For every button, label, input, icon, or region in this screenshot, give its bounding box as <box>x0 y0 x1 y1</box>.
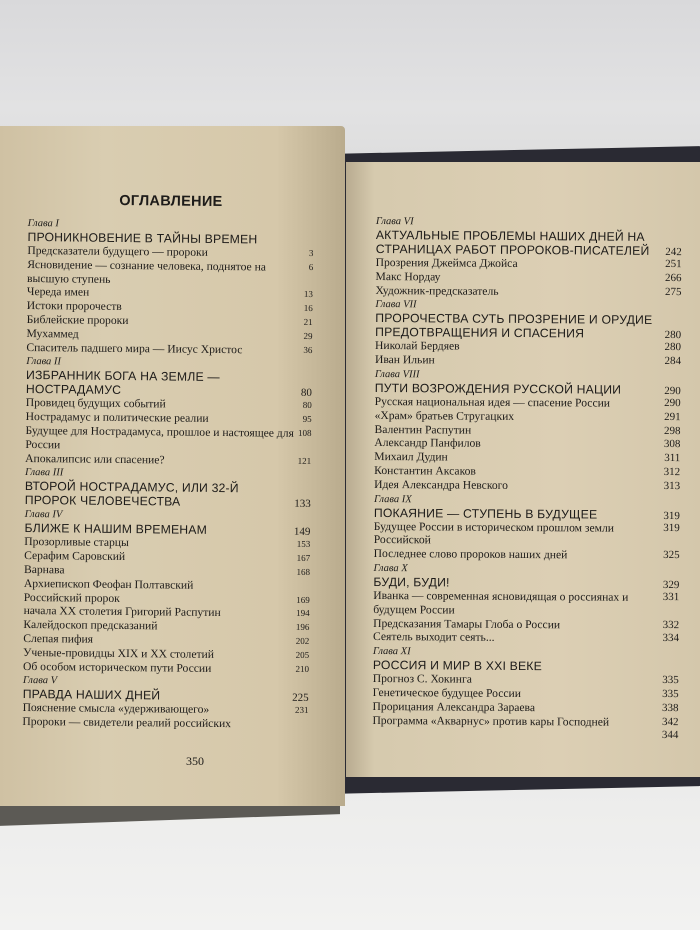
toc-entry-text: Пророки — свидетели реалий российских <box>22 715 232 731</box>
chapter-block <box>372 646 679 743</box>
chapter-title: РОССИЯ И МИР В XXI ВЕКЕ <box>372 658 543 674</box>
right-page <box>346 162 700 777</box>
toc-entry-page: 95 <box>302 414 312 425</box>
toc-entry-text: Мухаммед <box>26 326 79 341</box>
chapter-label: Глава IX <box>373 493 412 505</box>
toc-entry-text: Иван Ильин <box>374 353 435 367</box>
toc-entry-text: Идея Александра Невского <box>374 477 509 492</box>
chapter-page-number: 329 <box>662 578 680 592</box>
toc-entry-text: Истоки пророчеств <box>26 299 122 314</box>
chapter-block <box>26 218 313 357</box>
chapter-page-number: 290 <box>664 385 681 398</box>
toc-entry-page: 196 <box>295 621 310 633</box>
toc-entry-text: Прозорливые старцы <box>24 535 129 550</box>
toc-entry-page: 251 <box>665 258 682 271</box>
toc-entry-text: Русская национальная идея — спасение России <box>374 394 611 410</box>
toc-entry-page: 121 <box>297 455 312 466</box>
toc-entry-text: Валентин Распутин <box>374 422 472 437</box>
toc-entry-page: 311 <box>664 452 681 465</box>
toc-entry-text: Будущее для Нострадамуса, прошлое и настоящее для России <box>25 423 294 452</box>
toc-entry-page: 210 <box>295 663 310 674</box>
toc-entry-text: Спаситель падшего мира — Иисус Христос <box>26 340 243 356</box>
toc-entry-text: Художник-предсказатель <box>375 283 499 298</box>
chapter-title: ПРАВДА НАШИХ ДНЕЙ <box>22 687 161 703</box>
toc-entry-text: Прозрения Джеймса Джойса <box>375 255 518 270</box>
chapter-title: ПРОРОЧЕСТВА СУТЬ ПРОЗРЕНИЕ И ОРУДИЕ ПРЕДОТВРАЩЕНИЯ И СПАСЕНИЯ <box>375 311 653 341</box>
toc-entry-page: 313 <box>663 479 681 492</box>
toc-entry-text: Провидец будущих событий <box>25 396 166 411</box>
toc-entry-page: 280 <box>664 341 682 354</box>
toc-entry-page: 308 <box>663 438 681 451</box>
toc-entry-page: 290 <box>664 397 681 410</box>
chapter-block <box>375 299 681 369</box>
toc-entry-text: Об особом историческом пути России <box>22 659 212 675</box>
chapter-label: Глава II <box>26 356 62 368</box>
toc-entry[interactable] <box>375 353 681 369</box>
toc-entry[interactable] <box>374 547 680 563</box>
toc-entry-text: Прогноз С. Хокинга <box>372 672 472 686</box>
chapter-title-row[interactable] <box>25 479 311 510</box>
toc-entry-page: 80 <box>302 400 312 411</box>
chapter-label: Глава V <box>22 675 58 687</box>
toc-entry[interactable] <box>374 520 680 550</box>
toc-entry-page: 342 <box>661 715 679 728</box>
toc-entry-page: 21 <box>303 316 313 327</box>
toc-entry-page: 6 <box>308 261 314 272</box>
toc-entry-page: 205 <box>295 649 310 660</box>
toc-entry-page: 153 <box>296 539 311 550</box>
chapter-block <box>374 369 681 494</box>
toc-entry-text: Пояснение смысла «удерживающего» <box>22 701 210 717</box>
toc-entry-text: Последнее слово пророков наших дней <box>373 547 568 562</box>
toc-entry-text: Слепая пифия <box>23 631 94 646</box>
chapter-page-number: 319 <box>663 509 680 522</box>
toc-entry-page: 202 <box>295 635 310 646</box>
toc-entry[interactable] <box>23 660 309 677</box>
chapter-title: БУДИ, БУДИ! <box>373 574 450 590</box>
toc-entry-page: 266 <box>665 271 682 284</box>
toc-entry-text: Серафим Саровский <box>24 549 126 564</box>
toc-entry-text: Архиепископ Феофан Полтавский <box>23 576 194 592</box>
right-chapter-list <box>372 216 682 743</box>
left-page <box>0 126 345 806</box>
toc-entry-text: Варнава <box>23 562 65 577</box>
toc-entry-text: Апокалипсис или спасение? <box>25 451 165 467</box>
toc-entry-text: Российский пророк <box>23 590 120 605</box>
toc-entry-page: 36 <box>303 344 313 355</box>
chapter-label: Глава III <box>25 467 64 479</box>
chapter-page-number: 225 <box>292 692 309 705</box>
chapter-block <box>23 509 311 676</box>
chapter-title: ПОКАЯНИЕ — СТУПЕНЬ В БУДУЩЕЕ <box>373 505 598 522</box>
toc-entry-page: 298 <box>663 424 681 437</box>
toc-entry-page: 168 <box>296 566 311 577</box>
toc-entry-page: 29 <box>303 330 313 341</box>
chapter-title-row[interactable] <box>26 368 312 399</box>
chapter-block <box>373 563 680 646</box>
toc-heading: ОГЛАВЛЕНИЕ <box>119 192 223 211</box>
toc-entry-page: 338 <box>662 701 679 714</box>
chapter-label: Глава XI <box>372 646 411 658</box>
toc-entry-page: 3 <box>308 247 314 258</box>
toc-entry-page: 319 <box>663 521 680 534</box>
chapter-title: АКТУАЛЬНЫЕ ПРОБЛЕМЫ НАШИХ ДНЕЙ НА СТРАНИЦАХ РАБОТ ПРОРОКОВ-ПИСАТЕЛЕЙ <box>375 227 650 258</box>
toc-entry-page: 335 <box>662 674 679 687</box>
toc-entry-text: «Храм» братьев Стругацких <box>374 408 515 423</box>
toc-entry-page: 344 <box>661 729 679 742</box>
toc-entry-text: Прорицания Александра Зараева <box>372 699 536 714</box>
toc-entry[interactable] <box>374 478 680 494</box>
toc-entry-page: 291 <box>664 410 681 423</box>
toc-entry-text: Ученые-провидцы XIX и XX столетий <box>23 645 215 661</box>
chapter-title: ИЗБРАННИК БОГА НА ЗЕМЛЕ — НОСТРАДАМУС <box>25 368 220 398</box>
chapter-title-row[interactable] <box>376 228 682 258</box>
toc-entry-page: 335 <box>662 687 679 701</box>
toc-entry-page: 13 <box>303 289 313 300</box>
page-number: 350 <box>186 754 204 768</box>
toc-entry-text: Макс Нордау <box>375 269 441 284</box>
chapter-label: Глава VII <box>375 299 417 311</box>
toc-entry-text: Предсказатели будущего — пророки <box>27 243 208 259</box>
chapter-block <box>22 675 309 732</box>
left-page-toc <box>22 192 314 732</box>
toc-entry-text: Николай Бердяев <box>375 339 460 353</box>
toc-entry-page: 325 <box>663 549 680 562</box>
toc-entry-page: 194 <box>296 608 310 619</box>
toc-entry-page: 331 <box>662 590 680 604</box>
toc-entry-text <box>372 727 658 743</box>
toc-entry-text: Будущее России в историческом прошлом земли Российской <box>373 519 615 547</box>
chapter-label: Глава IV <box>24 509 63 521</box>
chapter-page-number: 242 <box>665 246 682 259</box>
toc-entry-page: 275 <box>664 285 682 298</box>
chapter-block <box>25 467 311 510</box>
chapter-label: Глава X <box>373 562 408 575</box>
toc-entry[interactable] <box>373 589 679 619</box>
toc-entry-page: 334 <box>662 632 680 645</box>
chapter-title: ПРОНИКНОВЕНИЕ В ТАЙНЫ ВРЕМЕН <box>27 229 258 247</box>
right-page-toc <box>372 214 682 743</box>
toc-entry-text: Сеятель выходит сеять... <box>373 630 495 645</box>
chapter-page-number: 133 <box>294 498 311 511</box>
toc-entry-text: Константин Аксаков <box>374 463 476 478</box>
toc-entry-page: 332 <box>662 618 680 631</box>
toc-entry-text: Ясновидение — сознание человека, поднятое на высшую ступень <box>27 257 267 286</box>
left-chapter-list <box>22 218 313 732</box>
chapter-page-number: 280 <box>664 329 682 342</box>
toc-entry[interactable] <box>25 424 311 455</box>
toc-entry-page: 231 <box>295 705 309 716</box>
toc-entry-text: Череда имен <box>26 285 90 300</box>
toc-entry-text: Программа «Акварнус» против кары Господней <box>372 713 610 729</box>
toc-entry-page: 108 <box>297 427 312 438</box>
chapter-title-row[interactable] <box>375 311 681 341</box>
toc-entry-text: Генетическое будущее России <box>372 685 522 700</box>
toc-entry-text: Михаил Дудин <box>374 450 448 464</box>
chapter-page-number: 80 <box>300 387 312 400</box>
toc-entry-text: Иванка — современная ясновидящая о россиянах и будущем России <box>373 588 629 617</box>
toc-entry[interactable] <box>373 630 679 646</box>
chapter-title: ПУТИ ВОЗРОЖДЕНИЯ РУССКОЙ НАЦИИ <box>374 380 622 397</box>
toc-entry-page: 167 <box>296 552 311 564</box>
chapter-page-number: 149 <box>293 526 311 539</box>
chapter-block <box>25 356 312 468</box>
toc-entry[interactable] <box>372 727 678 743</box>
chapter-block <box>374 494 680 564</box>
toc-entry[interactable] <box>22 715 308 732</box>
toc-entry[interactable] <box>375 284 681 300</box>
chapter-block <box>375 216 682 300</box>
toc-entry-text: Александр Панфилов <box>374 436 481 451</box>
chapter-label: Глава I <box>27 217 59 230</box>
toc-entry-text: начала XX столетия Григорий Распутин <box>23 604 221 620</box>
toc-entry-text: Библейские пророки <box>26 312 129 328</box>
chapter-title: ВТОРОЙ НОСТРАДАМУС, ИЛИ 32-Й ПРОРОК ЧЕЛОВЕЧЕСТВА <box>24 479 239 509</box>
toc-entry-page: 284 <box>664 355 682 368</box>
toc-entry-text: Нострадамус и политические реалии <box>25 410 209 426</box>
chapter-title: БЛИЖЕ К НАШИМ ВРЕМЕНАМ <box>24 521 208 538</box>
toc-entry[interactable] <box>25 452 311 469</box>
toc-entry-text: Калейдоскоп предсказаний <box>23 618 158 633</box>
chapter-label: Глава VIII <box>374 368 420 381</box>
toc-entry-page: 312 <box>663 465 681 479</box>
toc-entry-page: 16 <box>303 303 313 314</box>
chapter-label: Глава VI <box>375 215 414 228</box>
toc-entry-page: 169 <box>296 594 310 605</box>
toc-entry[interactable] <box>27 258 313 289</box>
toc-entry-text: Предсказания Тамары Глоба о России <box>373 616 561 631</box>
toc-entry[interactable] <box>26 341 312 358</box>
